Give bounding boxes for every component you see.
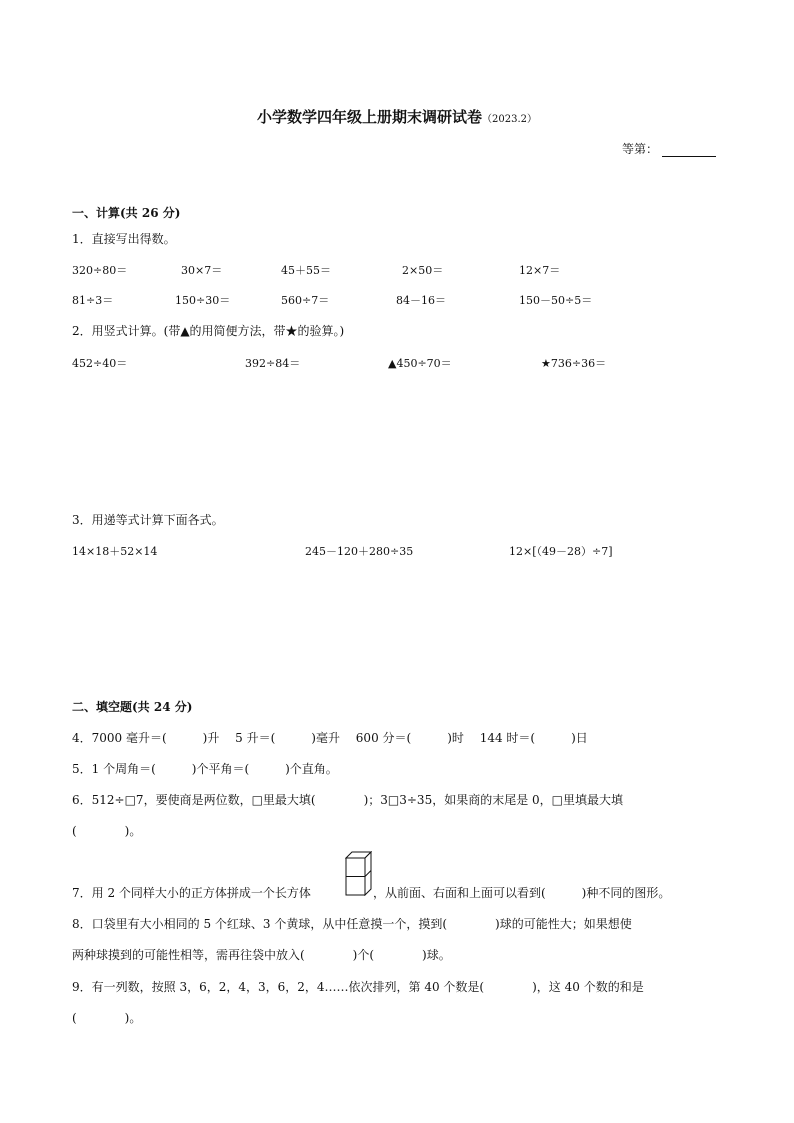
cube-front-lower [346,877,365,896]
q1-label: 1．直接写出得数。 [72,232,176,246]
grade-field [622,140,716,157]
q3-item: 245－120＋280÷35 [305,545,414,558]
stacked-cubes-figure [345,851,372,896]
q6-text-line2: ( )。 [72,824,142,838]
q1-item: 560÷7＝ [281,294,330,307]
q2-item: 392÷84＝ [245,357,301,370]
q1-item: 2×50＝ [402,264,444,277]
q1-item: 320÷80＝ [72,264,128,277]
q1-item: 12×7＝ [519,264,561,277]
section2-heading: 二、填空题(共 24 分) [72,700,193,714]
q2-label: 2．用竖式计算。(带▲的用简便方法，带★的验算。) [72,324,345,338]
q1-item: 45＋55＝ [281,264,331,277]
q1-item: 81÷3＝ [72,294,114,307]
q1-item: 84－16＝ [396,294,446,307]
q3-item: 14×18＋52×14 [72,545,158,558]
page-title [0,106,794,127]
q5-text: 5．1 个周角＝( )个平角＝( )个直角。 [72,762,338,776]
q7-text-before: 7．用 2 个同样大小的正方体拼成一个长方体 [72,886,311,900]
section1-heading: 一、计算(共 26 分) [72,206,181,220]
grade-label: 等第： [622,142,659,156]
q4-text: 4．7000 毫升＝( )升 5 升＝( )毫升 600 分＝( )时 144 时＝( )日 [72,731,588,745]
q7-text-after: ，从前面、右面和上面可以看到( )种不同的图形。 [373,886,671,900]
q2-item: ▲450÷70＝ [388,357,452,370]
title-text: 小学数学四年级上册期末调研试卷 [256,108,482,126]
q9-text-line1: 9．有一列数，按照 3，6，2，4，3，6，2，4……依次排列，第 40 个数是( )，这 40 个数的和是 [72,980,644,994]
q2-item: ★736÷36＝ [541,357,607,370]
q8-text-line1: 8．口袋里有大小相同的 5 个红球、3 个黄球，从中任意摸一个，摸到( )球的可能性大；如果想使 [72,917,632,931]
cube-front-upper [346,858,365,877]
q6-text-line1: 6．512÷□7，要使商是两位数，□里最大填( )；3□3÷35，如果商的末尾是 0，□里填最大填 [72,793,623,807]
q1-item: 150－50÷5＝ [519,294,593,307]
q1-item: 30×7＝ [181,264,223,277]
q1-item: 150÷30＝ [175,294,231,307]
grade-blank[interactable] [662,144,716,157]
q3-label: 3．用递等式计算下面各式。 [72,513,224,527]
title-date: （2023.2） [482,114,537,125]
q3-item: 12×[（49－28）÷7] [509,545,613,558]
q9-text-line2: ( )。 [72,1011,142,1025]
q2-item: 452÷40＝ [72,357,128,370]
q8-text-line2: 两种球摸到的可能性相等，需再往袋中放入( )个( )球。 [72,948,451,962]
